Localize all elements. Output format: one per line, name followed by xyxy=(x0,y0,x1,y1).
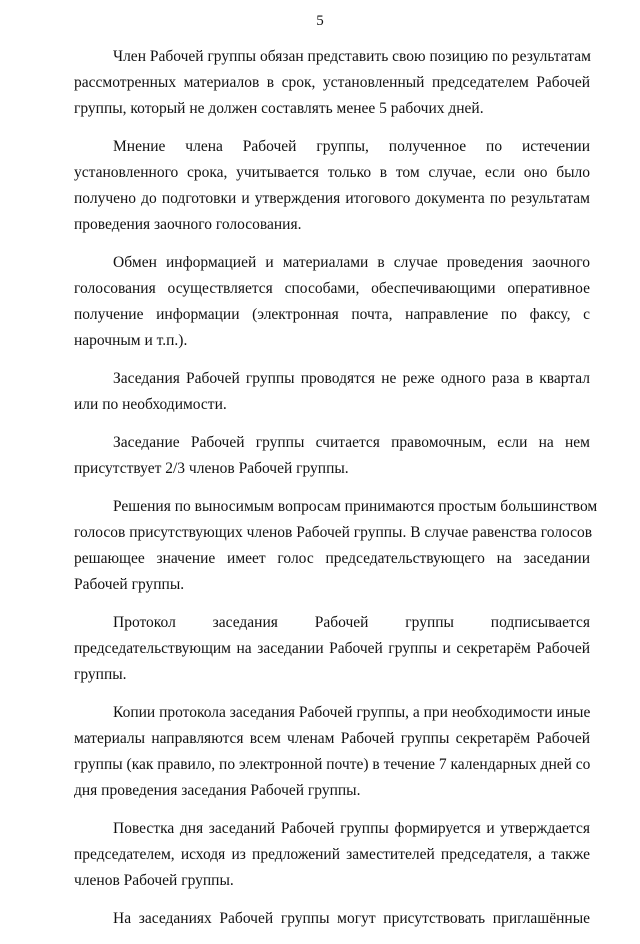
paragraph-line: Мнение члена Рабочей группы, полученное по истечении xyxy=(113,138,590,155)
paragraph-line: материалы направляются всем членам Рабочей группы секретарём Рабочей xyxy=(74,730,590,747)
paragraph-line: присутствует 2/3 членов Рабочей группы. xyxy=(74,460,349,477)
paragraph xyxy=(74,44,590,122)
paragraph-line: нарочным и т.п.). xyxy=(74,332,188,349)
paragraph-line: Заседания Рабочей группы проводятся не реже одного раза в квартал xyxy=(113,370,590,387)
paragraph-line: Заседание Рабочей группы считается правомочным, если на нем xyxy=(113,434,590,451)
paragraph-line: Решения по выносимым вопросам принимаются простым большинством xyxy=(113,498,598,515)
paragraph xyxy=(74,134,590,238)
paragraph-line: или по необходимости. xyxy=(74,396,227,413)
paragraph-line: голосования осуществляется способами, обеспечивающими оперативное xyxy=(74,280,590,297)
paragraph-line: получено до подготовки и утверждения итогового документа по результатам xyxy=(74,190,590,207)
paragraph-line: председателем, исходя из предложений заместителей председателя, а также xyxy=(74,846,590,863)
paragraph-line: На заседаниях Рабочей группы могут присутствовать приглашённые xyxy=(113,910,590,927)
paragraph-line: Копии протокола заседания Рабочей группы, а при необходимости иные xyxy=(113,704,591,721)
paragraph-line: Обмен информацией и материалами в случае проведения заочного xyxy=(113,254,590,271)
paragraph-line: дня проведения заседания Рабочей группы. xyxy=(74,782,361,799)
document-body xyxy=(74,44,598,944)
page-number: 5 xyxy=(316,13,324,29)
paragraph xyxy=(74,250,590,354)
paragraph xyxy=(74,816,590,894)
paragraph-line: членов Рабочей группы. xyxy=(74,872,234,889)
paragraph-line: решающее значение имеет голос председательствующего на заседании xyxy=(74,550,590,567)
paragraph xyxy=(74,430,590,482)
paragraph-line: группы, который не должен составлять менее 5 рабочих дней. xyxy=(74,100,484,117)
paragraph xyxy=(74,906,590,932)
paragraph-line: Рабочей группы. xyxy=(74,576,185,593)
paragraph-line: Повестка дня заседаний Рабочей группы формируется и утверждается xyxy=(113,820,590,837)
paragraph-line: получение информации (электронная почта, направление по факсу, с xyxy=(74,306,590,323)
paragraph xyxy=(74,700,590,804)
paragraph-line: группы. xyxy=(74,666,127,683)
paragraph xyxy=(74,610,590,688)
paragraph-line: группы (как правило, по электронной почте) в течение 7 календарных дней со xyxy=(74,756,591,773)
paragraph-line: установленного срока, учитывается только в том случае, если оно было xyxy=(74,164,590,181)
paragraph xyxy=(74,366,590,418)
paragraph-line: голосов присутствующих членов Рабочей группы. В случае равенства голосов xyxy=(74,524,593,541)
paragraph-line: Член Рабочей группы обязан представить свою позицию по результатам xyxy=(113,48,591,65)
paragraph-line: рассмотренных материалов в срок, установленный председателем Рабочей xyxy=(74,74,590,91)
paragraph-line: Протокол заседания Рабочей группы подписывается xyxy=(113,614,590,631)
paragraph-line: проведения заочного голосования. xyxy=(74,216,302,233)
paragraph xyxy=(74,494,598,598)
paragraph-line: председательствующим на заседании Рабочей группы и секретарём Рабочей xyxy=(74,640,590,657)
